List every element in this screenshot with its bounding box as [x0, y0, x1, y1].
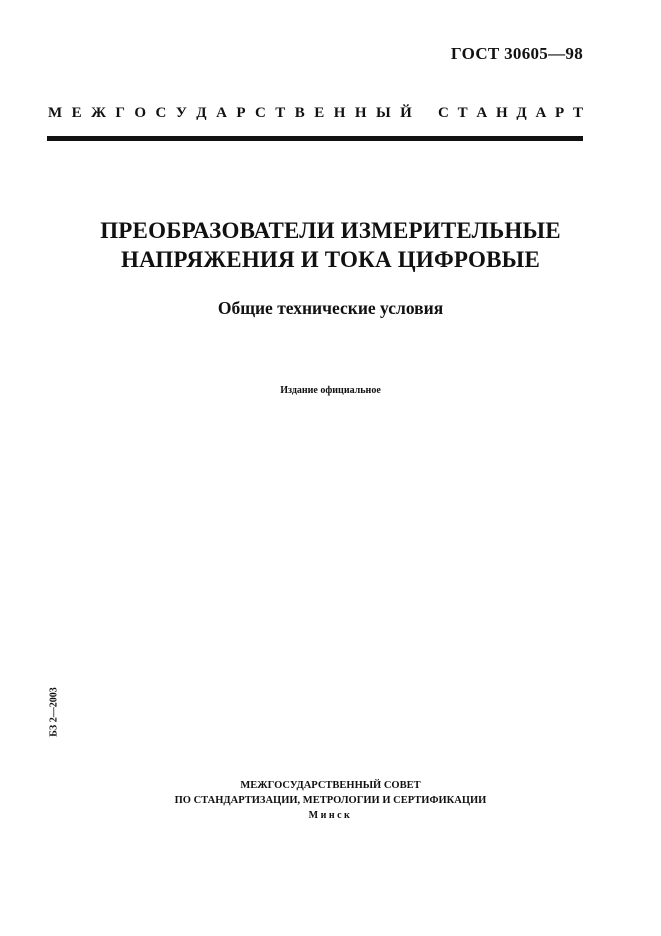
edition-note: Издание официальное	[280, 385, 381, 396]
publisher-block	[0, 778, 661, 823]
banner-letter: Н	[333, 105, 346, 121]
banner-letter: В	[294, 105, 305, 121]
banner-letter: Е	[71, 105, 82, 121]
banner-letter: Р	[555, 105, 565, 121]
banner-letter: С	[438, 105, 449, 121]
banner-letter: Т	[275, 105, 286, 121]
banner-letter: М	[48, 105, 63, 121]
banner-word-interstate	[48, 105, 412, 122]
banner-letter: А	[535, 105, 547, 121]
banner-letter: Ж	[91, 105, 106, 121]
banner-letter: Р	[236, 105, 246, 121]
publisher-line-1: МЕЖГОСУДАРСТВЕННЫЙ СОВЕТ	[240, 780, 421, 791]
banner-letter: А	[476, 105, 488, 121]
banner-letter: О	[134, 105, 147, 121]
banner-letter: Й	[400, 105, 412, 121]
banner-letter: Д	[516, 105, 527, 121]
banner-letter: Т	[572, 105, 583, 121]
banner-word-standard	[438, 105, 583, 122]
banner-letter: У	[175, 105, 187, 121]
banner-letter: Н	[495, 105, 508, 121]
title-line-1: ПРЕОБРАЗОВАТЕЛИ ИЗМЕРИТЕЛЬНЫЕ	[100, 218, 561, 243]
banner-letter: Д	[196, 105, 207, 121]
banner-letter: Е	[314, 105, 325, 121]
title-line-2: НАПРЯЖЕНИЯ И ТОКА ЦИФРОВЫЕ	[121, 247, 540, 272]
banner-letter: Т	[457, 105, 468, 121]
publisher-line-2: ПО СТАНДАРТИЗАЦИИ, МЕТРОЛОГИИ И СЕРТИФИКАЦИИ	[174, 795, 487, 806]
document-title	[0, 216, 661, 274]
gost-number: ГОСТ 30605—98	[450, 44, 583, 63]
banner-letter: С	[254, 105, 266, 121]
banner-letter: А	[216, 105, 227, 121]
document-subtitle: Общие технические условия	[217, 298, 444, 318]
side-code: БЗ 2—2003	[48, 687, 60, 737]
banner-letter: Ы	[375, 105, 391, 121]
banner-letter: Н	[354, 105, 367, 121]
publisher-city: Минск	[308, 810, 353, 821]
banner-letter: С	[155, 105, 167, 121]
header-rule	[47, 136, 583, 141]
standard-banner	[48, 105, 583, 122]
banner-letter: Г	[115, 105, 125, 121]
